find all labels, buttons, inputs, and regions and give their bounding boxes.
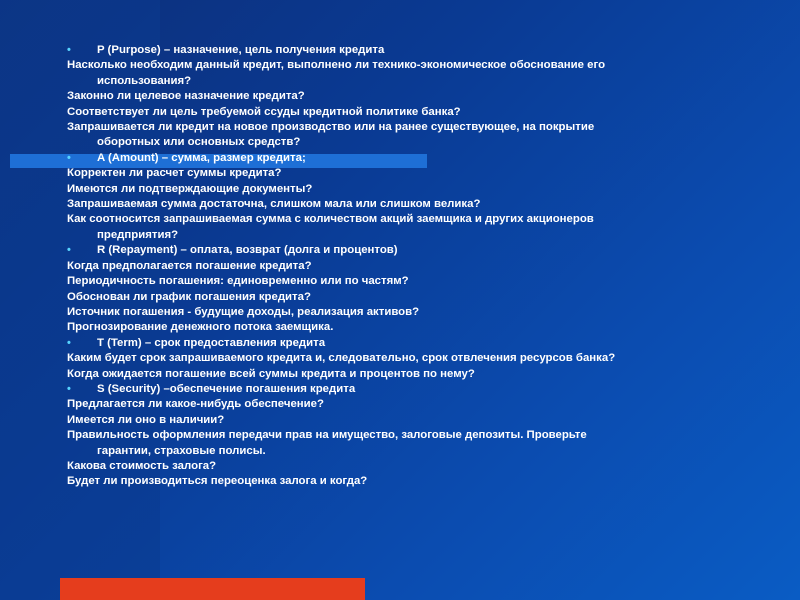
section-heading-text: A (Amount) – сумма, размер кредита; — [97, 151, 306, 164]
question-line: Предлагается ли какое-нибудь обеспечение? — [67, 398, 324, 411]
question-line: Источник погашения - будущие доходы, реализация активов? — [67, 305, 420, 318]
section-heading-text: R (Repayment) – оплата, возврат (долга и процентов) — [97, 244, 398, 257]
question-line: Запрашивается ли кредит на новое производство или на ранее существующее, на покрытие — [67, 121, 595, 134]
section-heading-text: S (Security) –обеспечение погашения кредита — [97, 382, 356, 395]
question-line: Когда ожидается погашение всей суммы кредита и процентов по нему? — [67, 367, 475, 380]
section-heading-22 — [67, 382, 737, 397]
section-heading-13 — [67, 243, 737, 258]
question-line: Периодичность погашения: единовременно или по частям? — [67, 275, 409, 288]
question-line: Имеется ли оно в наличии? — [67, 413, 225, 426]
bullet-icon: • — [67, 151, 71, 164]
question-line: Имеются ли подтверждающие документы? — [67, 182, 313, 195]
question-line: Насколько необходим данный кредит, выполнено ли технико-экономическое обоснование его — [67, 59, 606, 72]
question-line: Корректен ли расчет суммы кредита? — [67, 167, 282, 180]
bullet-icon: • — [67, 336, 71, 349]
question-continuation: предприятия? — [97, 228, 179, 241]
question-line: Прогнозирование денежного потока заемщика. — [67, 321, 334, 334]
question-continuation: использования? — [97, 74, 192, 87]
slide-body-text — [67, 43, 737, 490]
question-continuation: гарантии, страховые полисы. — [97, 444, 266, 457]
bullet-icon: • — [67, 382, 71, 395]
question-line: Правильность оформления передачи прав на имущество, залоговые депозиты. Проверьте — [67, 429, 587, 442]
question-line: Соответствует ли цель требуемой ссуды кредитной политике банка? — [67, 105, 461, 118]
question-line: Обоснован ли график погашения кредита? — [67, 290, 311, 303]
question-line: Как соотносится запрашиваемая сумма с количеством акций заемщика и других акционеров — [67, 213, 594, 226]
section-heading-text: P (Purpose) – назначение, цель получения кредита — [97, 44, 385, 56]
section-heading-19 — [67, 336, 737, 351]
section-heading-text: T (Term) – срок предоставления кредита — [97, 336, 326, 349]
decorative-red-bar — [60, 578, 365, 600]
question-line: Запрашиваемая сумма достаточна, слишком мала или слишком велика? — [67, 198, 481, 211]
question-line: Какова стоимость залога? — [67, 459, 217, 472]
question-continuation: оборотных или основных средств? — [97, 136, 301, 149]
question-line: Законно ли целевое назначение кредита? — [67, 90, 305, 103]
question-line: Каким будет срок запрашиваемого кредита и, следовательно, срок отвлечения ресурсов банка? — [67, 352, 616, 365]
question-line: Будет ли производиться переоценка залога и когда? — [67, 475, 368, 488]
section-heading-0 — [67, 43, 737, 58]
question-line: Когда предполагается погашение кредита? — [67, 259, 312, 272]
bullet-icon: • — [67, 44, 71, 56]
section-heading-7 — [67, 151, 737, 166]
bullet-icon: • — [67, 244, 71, 257]
